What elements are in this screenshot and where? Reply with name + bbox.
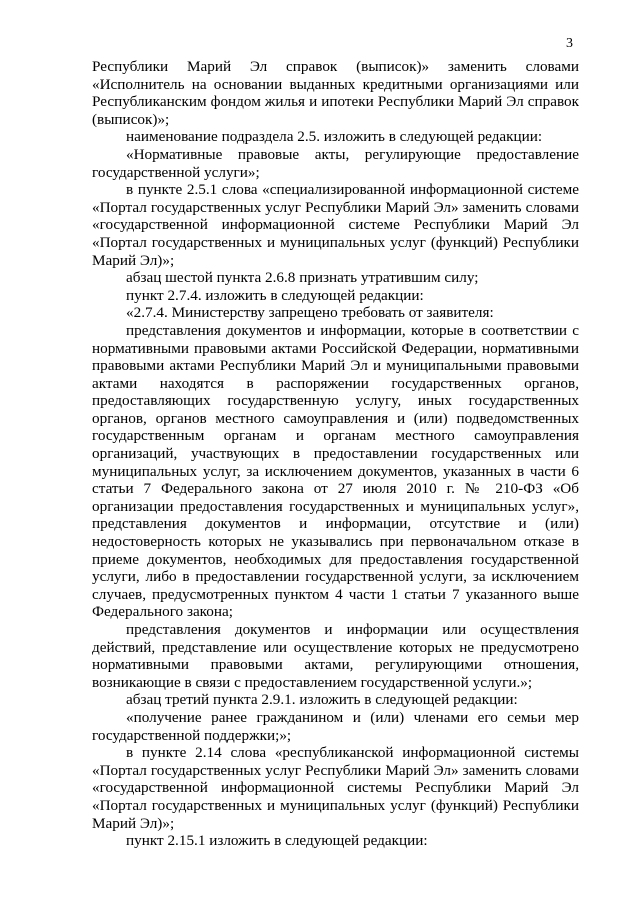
paragraph: «Нормативные правовые акты, регулирующие предоставление государственной услуги»; [92, 145, 579, 181]
paragraph: в пункте 2.14 слова «республиканской информационной системы «Портал государственных услуг Республики Марий Эл» заменить словами «государственной информационной системы Республики Марий Эл «Портал государственных и муниципальных услуг (функций) Республики Марий Эл)»; [92, 744, 579, 832]
paragraph: Республики Марий Эл справок (выписок)» заменить словами «Исполнитель на основании выданных кредитными организациями или Республиканским фондом жилья и ипотеки Республики Марий Эл справок (выписок)»; [92, 58, 579, 128]
document-body [92, 58, 579, 850]
paragraph: в пункте 2.5.1 слова «специализированной информационной системе «Портал государственных услуг Республики Марий Эл» заменить словами «государственной информационной системе Республики Марий Эл «Портал государственных и муниципальных услуг (функций) Республики Марий Эл)»; [92, 181, 579, 269]
page-number: 3 [566, 36, 573, 51]
paragraph: «получение ранее гражданином и (или) членами его семьи мер государственной поддержки;»; [92, 708, 579, 744]
paragraph: представления документов и информации, которые в соответствии с нормативными правовыми актами Российской Федерации, нормативными правовыми актами Республики Марий Эл и муниципальными правовыми актами находятся в распоряжении государственных органов, предоставляющих государственную услугу, иных государственных органов, органов местного самоуправления и (или) подведомственных государственным органам и органам местного самоуправления организаций, участвующих в предоставлении государственных или муниципальных услуг, за исключением документов, указанных в части 6 статьи 7 Федерального закона от 27 июля 2010 г. № 210-ФЗ «Об организации предоставления государственных и муниципальных услуг», представления документов и информации, отсутствие и (или) недостоверность которых не указывались при первоначальном отказе в приеме документов, необходимых для предоставления государственной услуги, либо в предоставлении государственной услуги, за исключением случаев, предусмотренных пунктом 4 части 1 статьи 7 указанного выше Федерального закона; [92, 321, 579, 621]
paragraph: абзац третий пункта 2.9.1. изложить в следующей редакции: [126, 691, 518, 709]
paragraph: абзац шестой пункта 2.6.8 признать утратившим силу; [126, 269, 479, 287]
paragraph: представления документов и информации или осуществления действий, представление или осуществление которых не предусмотрено нормативными правовыми актами, регулирующими отношения, возникающие в связи с предоставлением государственной услуги.»; [92, 621, 579, 691]
paragraph: «2.7.4. Министерству запрещено требовать от заявителя: [126, 304, 494, 322]
paragraph: пункт 2.15.1 изложить в следующей редакции: [126, 832, 428, 850]
paragraph: наименование подраздела 2.5. изложить в следующей редакции: [126, 128, 543, 146]
paragraph: пункт 2.7.4. изложить в следующей редакции: [126, 286, 424, 304]
